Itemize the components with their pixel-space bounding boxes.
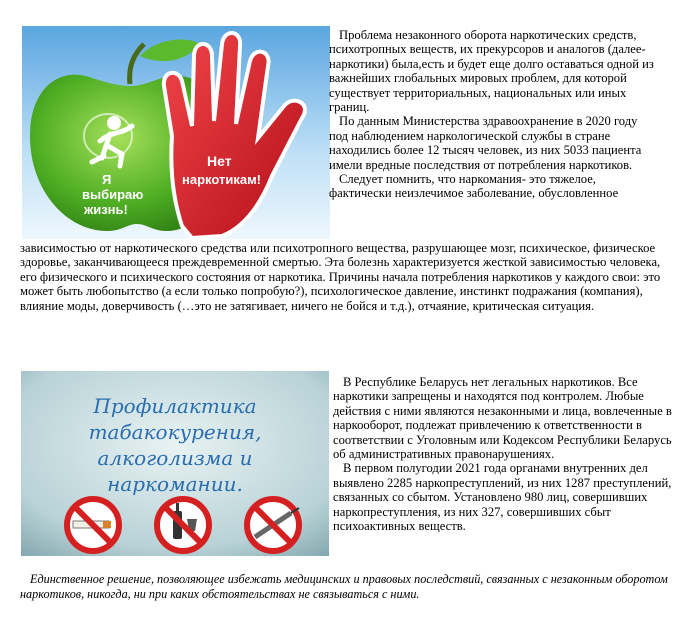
intro-column <box>329 28 655 201</box>
paragraph-legal: В Республике Беларусь нет легальных наркотиков. Все наркотики запрещены и находятся под контролем. Любые действия с ними являются незаконными и лица, вовлеченные в наркооборот, подлежат привлечению к ответственности в соответствии с Уголовным или Кодексом Республики Беларусь об административных правонарушениях. <box>333 375 672 462</box>
apple-text-3: жизнь! <box>84 202 128 217</box>
prevention-poster <box>21 371 329 556</box>
poster-title-4: наркомании. <box>107 472 243 496</box>
apple-hand-illustration <box>22 26 330 239</box>
hand-text-1: Нет <box>207 153 232 169</box>
paragraph-problem: Проблема незаконного оборота наркотических средств, психотропных веществ, их прекурсоров и аналогов (далее-наркотики) была,есть и будет еще долго оставаться одной из важнейших глобальных мировых проблем, для которой существует территориальных, национальных или иных границ. <box>329 28 654 115</box>
poster-title-3: алкоголизма и <box>97 446 253 470</box>
prevention-poster-icon <box>21 371 329 556</box>
paragraph-statistics: По данным Министерства здравоохранение в 2020 году под наблюдением наркологической службы в стране находились более 12 тысяч человек, из них 5033 пациента имели вредные последствия от потребления наркотиков. <box>329 114 642 172</box>
belarus-column <box>333 375 680 533</box>
conclusion-text: Единственное решение, позволяющее избежать медицинских и правовых последствий, связанных с незаконным оборотом наркотиков, никогда, ни при каких обстоятельствах не связываться с ними. <box>20 572 668 601</box>
apple-text-1: Я <box>102 172 112 187</box>
no-drugs-icon <box>247 499 299 551</box>
poster-title-1: Профилактика <box>93 394 257 418</box>
apple-text-2: выбираю <box>82 187 144 202</box>
conclusion-italic <box>20 572 680 602</box>
hand-text-2: наркотикам! <box>182 172 262 187</box>
paragraph-2021-statistics: В первом полугодии 2021 года органами внутренних дел выявлено 2285 наркопреступлений, из них 1287 преступлений, связанных со сбытом. Установлено 980 лиц, совершивших наркопреступления, из них 327, совершивших сбыт психоактивных веществ. <box>333 461 672 534</box>
poster-title-2: табакокурения, <box>88 420 262 444</box>
no-smoking-icon <box>67 499 119 551</box>
paragraph-addiction-start: Следует помнить, что наркомания- это тяжелое, фактически неизлечимое заболевание, обусловленное <box>329 172 619 201</box>
paragraph-addiction-continued: зависимостью от наркотического средства или психотропного вещества, разрушающее мозг, психическое, физическое здоровье, заканчивающееся преждевременной смертью. Эта болезнь характеризуется жесткой зависимостью человека, его физического и психического состояния от наркотика. Причины начала потребления наркотиков у каждого свои: это может быть любопытство (а если только попробую?), психологическое давление, инстинкт подражания (компания), влияние моды, доверчивость (…это не затягивает, ничего не бойся и т.д.), отчаяние, критическая ситуация. <box>20 241 661 313</box>
no-drugs-poster-icon <box>22 26 330 239</box>
no-alcohol-icon <box>157 499 209 551</box>
